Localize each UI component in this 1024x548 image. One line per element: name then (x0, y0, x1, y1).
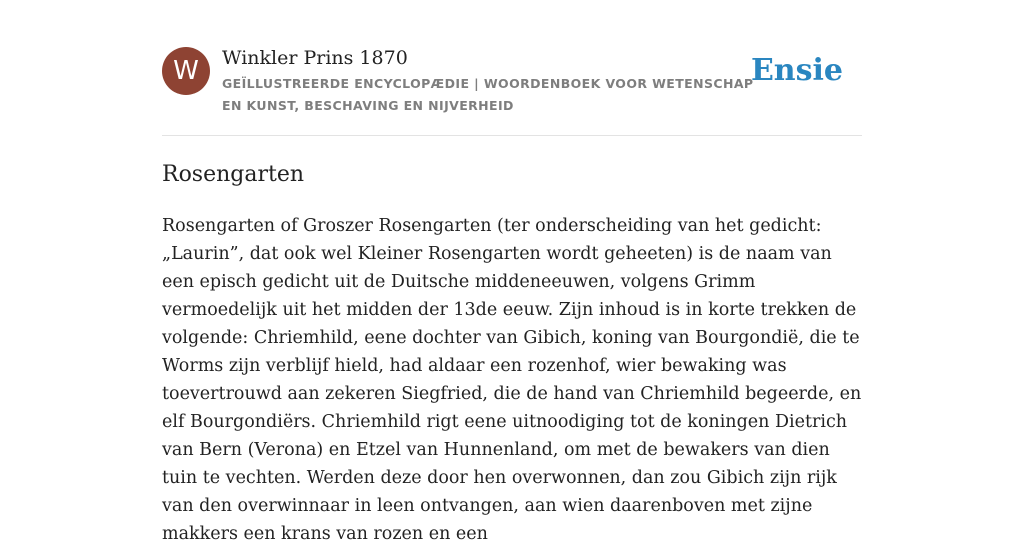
header-divider (162, 135, 862, 136)
source-avatar[interactable]: W (162, 47, 210, 95)
ensie-logo[interactable]: Ensie (750, 53, 843, 88)
source-subtitle: GEÏLLUSTREERDE ENCYCLOPÆDIE | WOORDENBOEK VOOR WETENSCHAP EN KUNST, BESCHAVING EN NIJVERHEID (222, 76, 754, 113)
article-title: Rosengarten (162, 162, 305, 187)
article-body: Rosengarten of Groszer Rosengarten (ter onderscheiding van het gedicht: „Laurin”, dat ook wel Kleiner Rosengarten wordt geheeten) is de naam van een episch gedicht uit de Duitsche middeneeuwen, volgens Grimm vermoedelijk uit het midden der 13de eeuw. Zijn inhoud is in korte trekken de volgende: Chriemhild, eene dochter van Gibich, koning van Bourgondië, die te Worms zijn verblijf hield, had aldaar een rozenhof, wier bewaking was toevertrouwd aan zekeren Siegfried, die de hand van Chriemhild begeerde, en elf Bourgondiërs. Chriemhild rigt eene uitnoodiging tot de koningen Dietrich van Bern (Verona) en Etzel van Hunnenland, om met de bewakers van dien tuin te vechten. Werden deze door hen overwonnen, dan zou Gibich zijn rijk van den overwinnaar in leen ontvangen, aan wien daarenboven met zijne makkers een krans van rozen en een (162, 216, 862, 544)
source-title-link[interactable]: Winkler Prins 1870 (222, 47, 408, 69)
